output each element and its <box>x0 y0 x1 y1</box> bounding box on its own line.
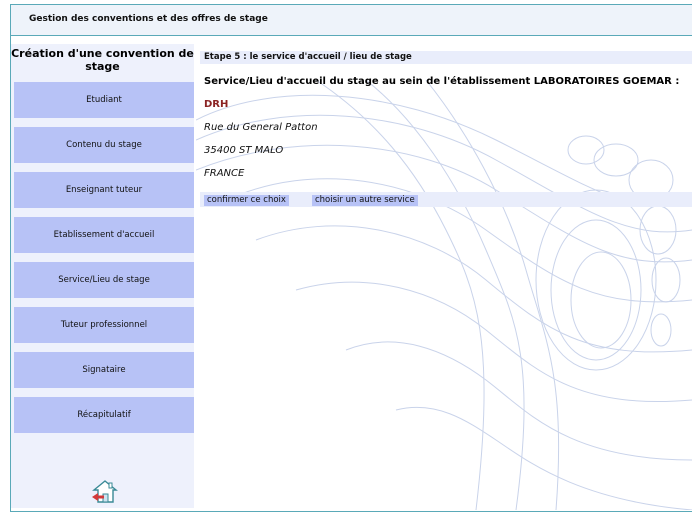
sidebar-item-recapitulatif[interactable] <box>14 397 194 433</box>
sidebar-item-label: Enseignant tuteur <box>65 185 143 195</box>
sidebar-item-enseignant-tuteur[interactable] <box>14 172 194 208</box>
address-line-2: 35400 ST MALO <box>204 145 284 156</box>
sidebar-item-signataire[interactable] <box>14 352 194 388</box>
sidebar-item-label: Tuteur professionnel <box>60 320 148 330</box>
sidebar-item-label: Récapitulatif <box>77 410 131 420</box>
app-title: Gestion des conventions et des offres de stage <box>29 14 268 24</box>
sidebar-item-label: Signataire <box>82 365 126 375</box>
step-title: Etape 5 : le service d'accueil / lieu de stage <box>204 52 412 62</box>
sidebar-item-label: Contenu du stage <box>66 140 142 150</box>
sidebar-item-tuteur-professionnel[interactable] <box>14 307 194 343</box>
sidebar-item-label: Etudiant <box>86 95 122 105</box>
address-line-1: Rue du General Patton <box>204 122 318 133</box>
sidebar-item-label: Service/Lieu de stage <box>58 275 150 285</box>
sidebar-title: Création d'une convention de stage <box>11 47 194 73</box>
service-heading: Service/Lieu d'accueil du stage au sein de l'établissement LABORATOIRES GOEMAR : <box>204 76 680 87</box>
sidebar-item-etudiant[interactable] <box>14 82 194 118</box>
header-bar <box>11 5 692 36</box>
sidebar-item-label: Etablissement d'accueil <box>53 230 155 240</box>
service-name: DRH <box>204 99 229 110</box>
sidebar-item-contenu-du-stage[interactable] <box>14 127 194 163</box>
address-line-3: FRANCE <box>204 168 245 179</box>
sidebar-item-service-lieu[interactable] <box>14 262 194 298</box>
home-back-icon[interactable] <box>92 479 118 505</box>
confirm-choice-button[interactable]: confirmer ce choix <box>204 195 289 206</box>
step-bar <box>200 51 692 64</box>
choose-other-service-button[interactable]: choisir un autre service <box>312 195 418 206</box>
sidebar-item-etablissement-accueil[interactable] <box>14 217 194 253</box>
